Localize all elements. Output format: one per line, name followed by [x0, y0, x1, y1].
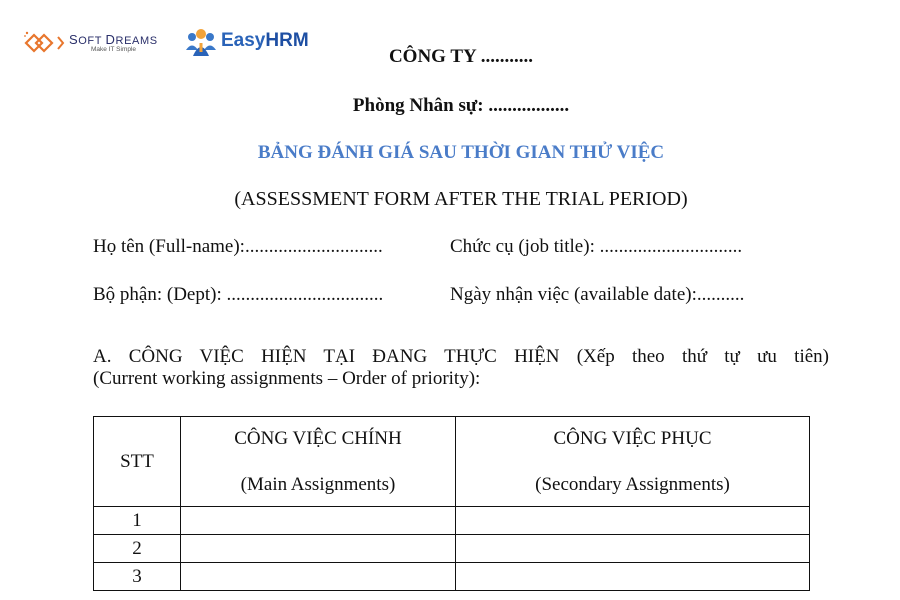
form-title: BẢNG ĐÁNH GIÁ SAU THỜI GIAN THỬ VIỆC — [257, 142, 665, 163]
table-row — [94, 507, 810, 535]
table-row — [94, 563, 810, 591]
row-stt: 1 — [94, 507, 181, 535]
dept-field: Bộ phận: (Dept): ................................. — [93, 284, 384, 305]
easyhrm-brand-hrm: HRM — [265, 30, 309, 51]
job-title-field: Chức cụ (job title): .............................. — [450, 236, 743, 257]
section-a-line2: (Current working assignments – Order of priority): — [93, 368, 481, 389]
easyhrm-brand-easy: Easy — [221, 30, 266, 51]
softdreams-brand-text: SOFT DREAMS — [69, 32, 158, 47]
header-main-vi: CÔNG VIỆC CHÍNH — [234, 427, 402, 449]
header-stt: STT — [94, 417, 181, 507]
row-secondary-cell[interactable] — [456, 535, 810, 563]
section-a-heading — [93, 346, 829, 390]
table-header-row — [94, 417, 810, 507]
header-secondary-en: (Secondary Assignments) — [535, 473, 730, 495]
section-a-line1: A. CÔNG VIỆC HIỆN TẠI ĐANG THỰC HIỆN (Xếp theo thứ tự ưu tiên) — [93, 346, 829, 367]
row-main-cell[interactable] — [181, 563, 456, 591]
assignments-table — [93, 416, 810, 591]
header-main-en: (Main Assignments) — [240, 473, 396, 495]
table-row — [94, 535, 810, 563]
row-secondary-cell[interactable] — [456, 507, 810, 535]
softdreams-tagline: Make IT Simple — [91, 46, 137, 53]
department-line: Phòng Nhân sự: ................. — [352, 95, 570, 116]
full-name-field: Họ tên (Full-name):............................. — [93, 236, 383, 257]
row-main-cell[interactable] — [181, 535, 456, 563]
row-stt: 2 — [94, 535, 181, 563]
company-name-line: CÔNG TY ........... — [388, 46, 534, 67]
row-main-cell[interactable] — [181, 507, 456, 535]
header-main-assignments — [181, 417, 456, 507]
available-date-field: Ngày nhận việc (available date):.......... — [450, 284, 745, 305]
header-secondary-assignments — [456, 417, 810, 507]
row-stt: 3 — [94, 563, 181, 591]
form-subtitle: (ASSESSMENT FORM AFTER THE TRIAL PERIOD) — [234, 188, 688, 210]
row-secondary-cell[interactable] — [456, 563, 810, 591]
header-secondary-vi: CÔNG VIỆC PHỤC — [553, 427, 712, 449]
